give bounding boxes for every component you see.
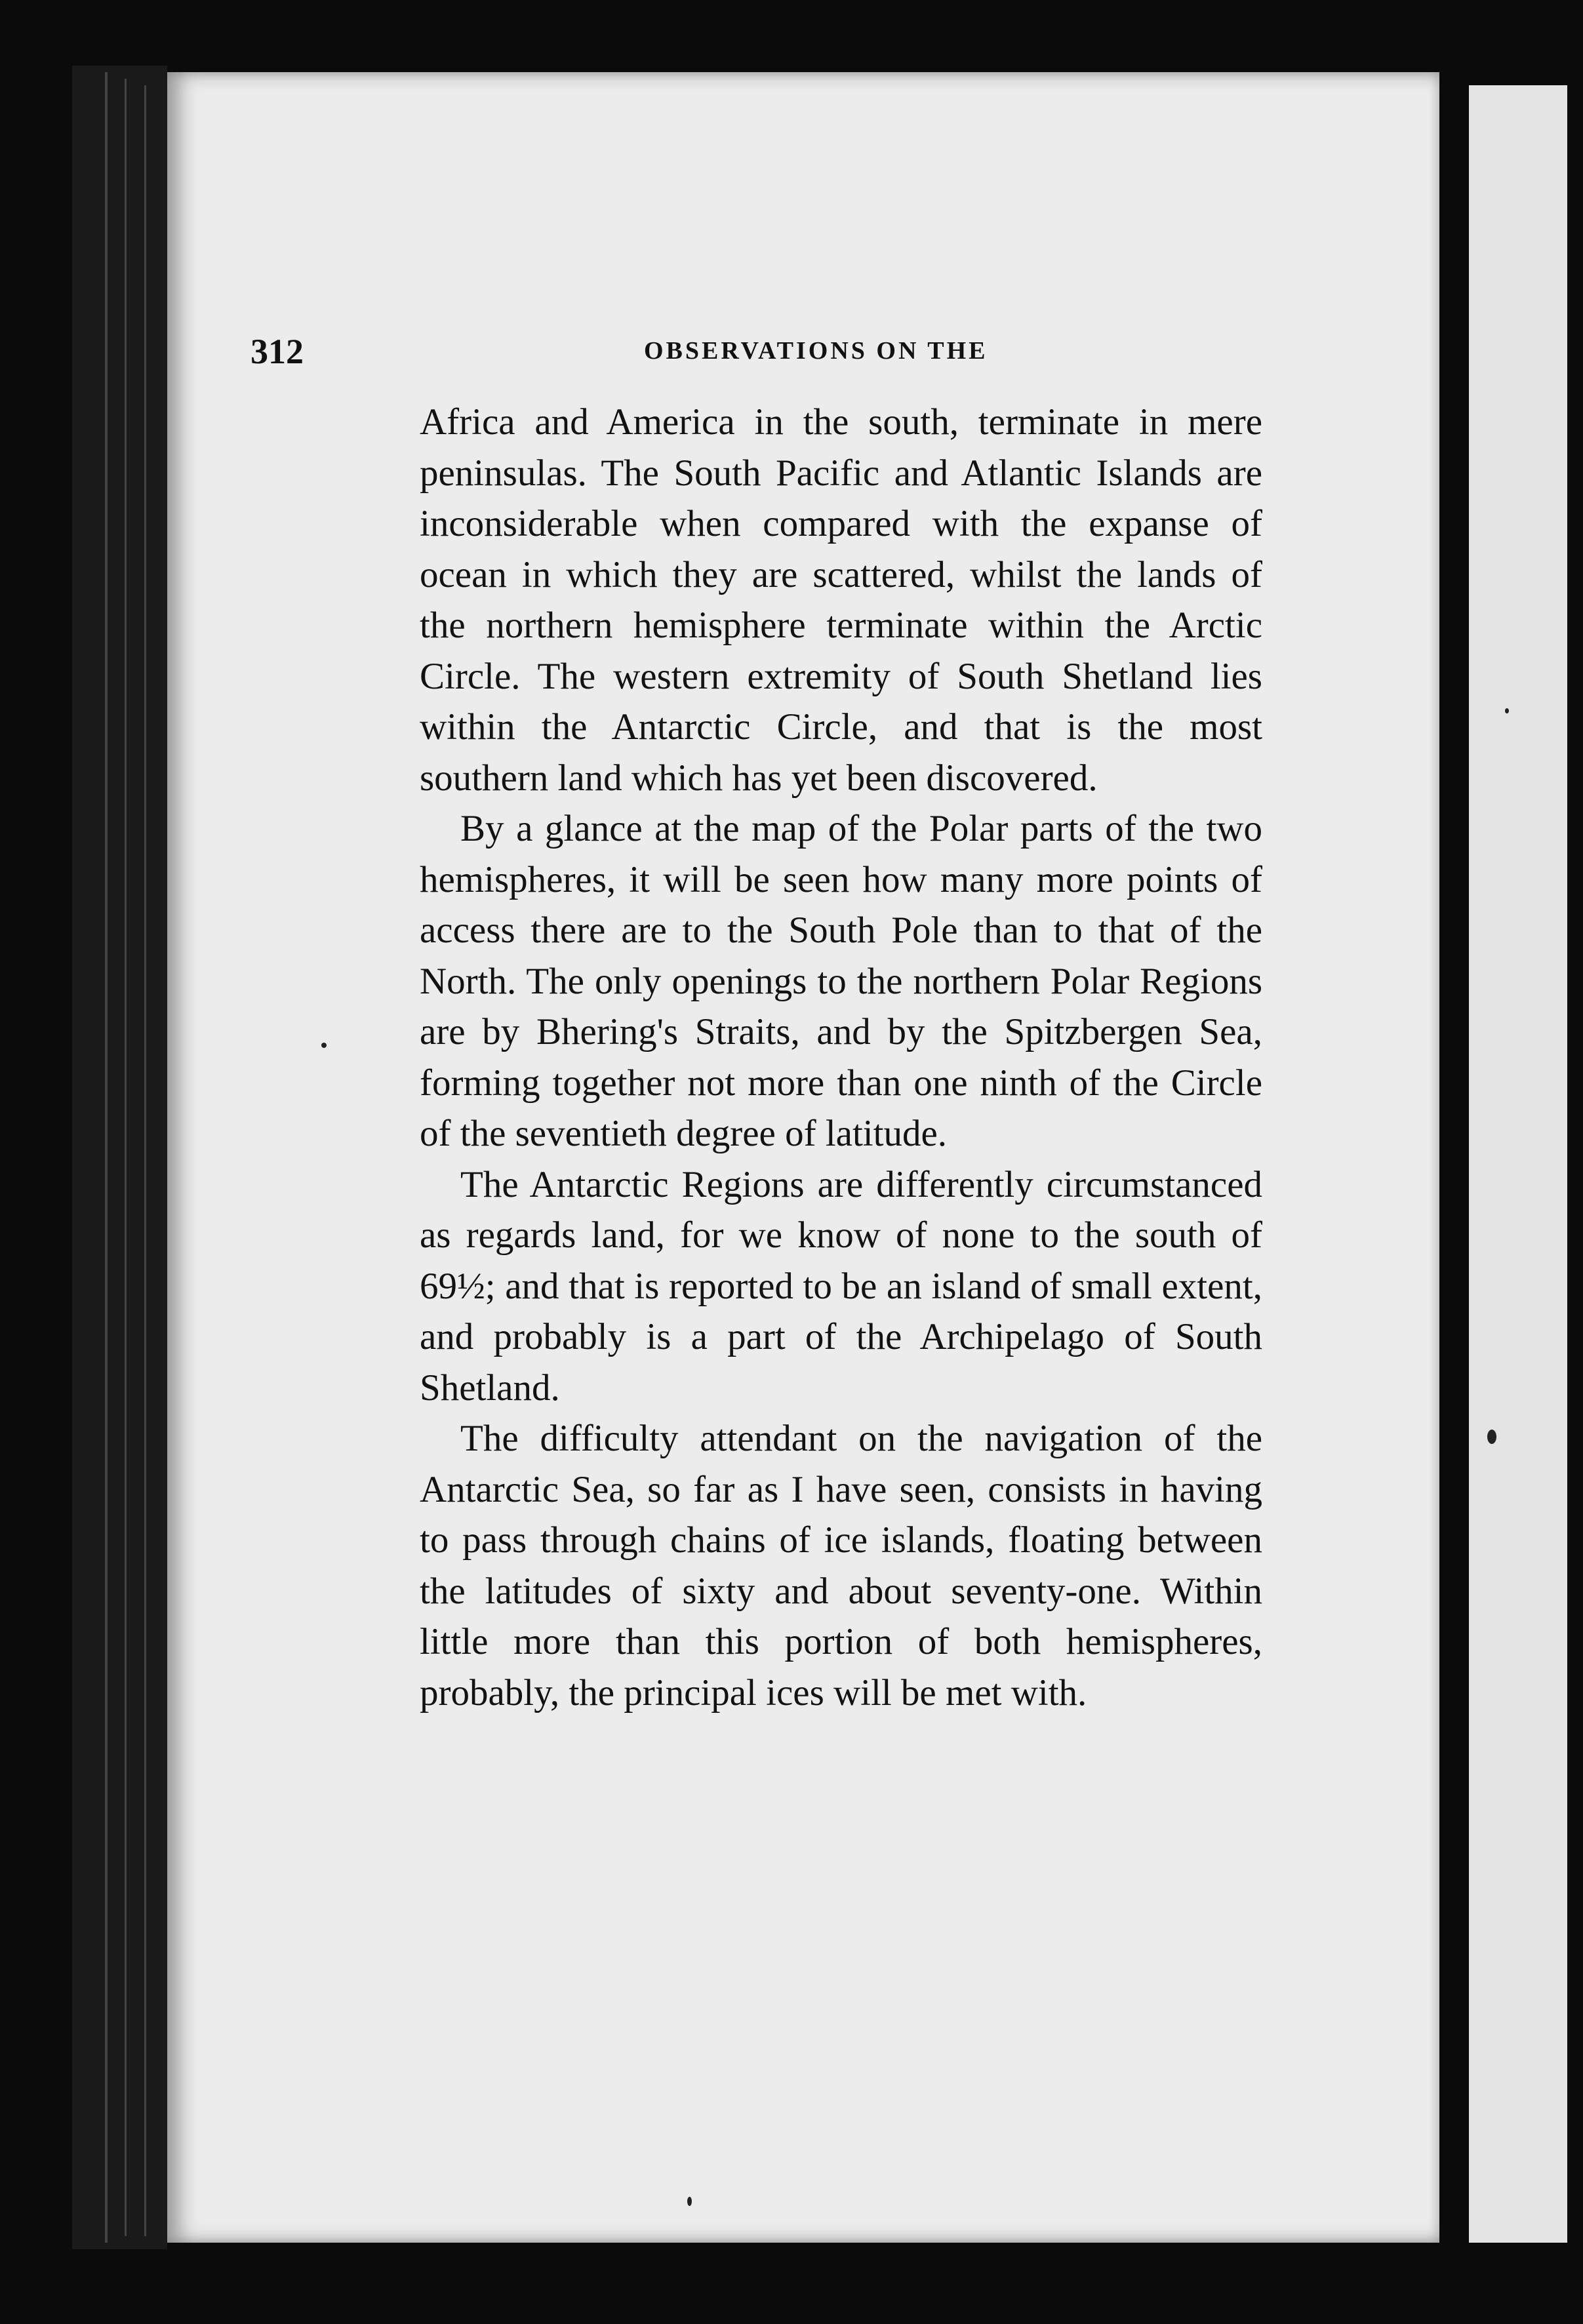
book-spine-edge (72, 66, 167, 2249)
ink-speck (1505, 708, 1509, 713)
ink-speck (321, 1043, 327, 1048)
page-edge-line (144, 85, 146, 2236)
paragraph: By a glance at the map of the Polar parts of the two hemispheres, it will be seen how many more points of access there are to the South Pole than to that of the North. The only openings to the northern Polar Regions are by Bhering's Straits, and by the Spitzbergen Sea, forming together not more than one ninth of the Circle of the seventieth degree of latitude. (420, 808, 1262, 1154)
page-header (250, 331, 1037, 384)
running-head: OBSERVATIONS ON THE (644, 337, 988, 365)
page-number: 312 (250, 332, 304, 371)
paragraph: The difficulty attendant on the navigation of the Antarctic Sea, so far as I have seen, consists in having to pass through chains of ice islands, floating between the latitudes of sixty and about seventy-one. Within little more than this portion of both hemispheres, probably, the principal ices will be met with. (420, 1418, 1262, 1713)
page-edge-line (125, 79, 127, 2236)
page-edge-line (105, 72, 108, 2243)
paragraph: The Antarctic Regions are differently circumstanced as regards land, for we know of none to the south of 69½; and that is reported to be an island of small extent, and probably is a part of the Archipelago of South Shetland. (420, 1163, 1262, 1409)
facing-page-edge (1469, 85, 1567, 2243)
ink-speck (1487, 1430, 1496, 1444)
ink-speck (687, 2197, 692, 2206)
paragraph: Africa and America in the south, terminate in mere peninsulas. The South Pacific and Atlantic Islands are inconsiderable when compared with the expanse of ocean in which they are scattered, whilst the lands of the northern hemisphere terminate within the Arctic Circle. The western extremity of South Shetland lies within the Antarctic Circle, and that is the most southern land which has yet been discovered. (420, 401, 1262, 799)
body-text (420, 397, 1262, 1718)
